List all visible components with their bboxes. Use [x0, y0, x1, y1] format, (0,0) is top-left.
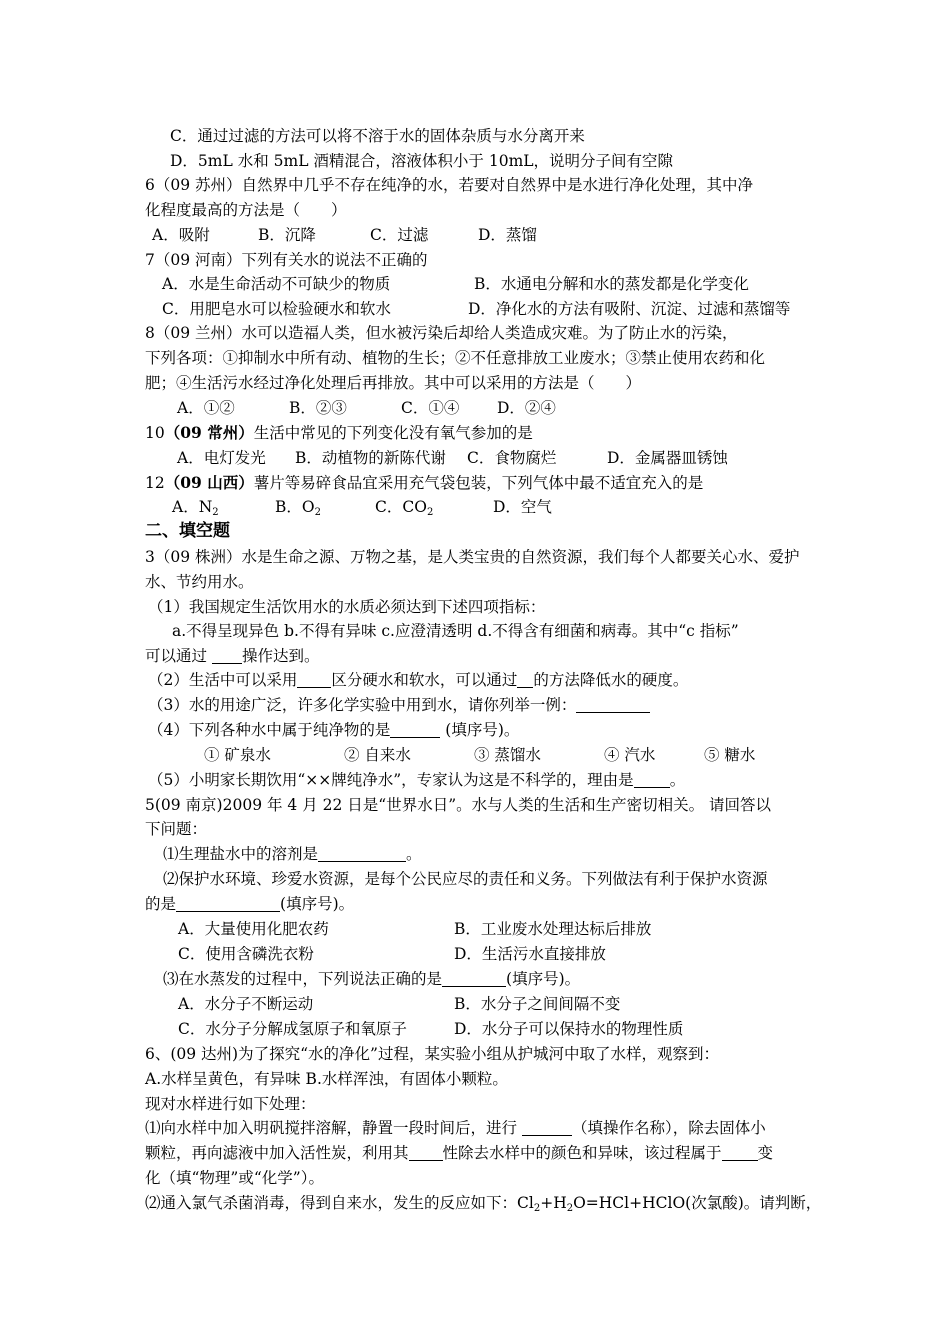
q12-number: 12: [145, 474, 165, 492]
answer-blank[interactable]: [176, 896, 280, 912]
answer-blank[interactable]: [517, 672, 533, 688]
fq5-p3-option-d: D．水分子可以保持水的物理性质: [454, 1020, 684, 1038]
q6-option-d: D．蒸馏: [478, 226, 537, 244]
q8-stem-cont2: 肥；④生活污水经过净化处理后再排放。其中可以采用的方法是（ ）: [145, 374, 642, 392]
q12-text: 薯片等易碎食品宜采用充气袋包装，下列气体中最不适宜充入的是: [253, 474, 704, 492]
q10-option-b: B．动植物的新陈代谢: [295, 449, 446, 467]
fq6-stem: 6、(09 达州)为了探究“水的净化”过程，某实验小组从护城河中取了水样，观察到：: [145, 1045, 719, 1063]
fq5-part2-options-row2: [178, 943, 606, 965]
q10-source: （09 常州）: [164, 423, 254, 442]
fq5-part3-options-row1: [178, 993, 620, 1015]
fq3-part3: （3）水的用途广泛，许多化学实验中用到水，请你列举一例：: [148, 694, 650, 716]
answer-blank[interactable]: [318, 846, 406, 862]
fq6-process-intro: 现对水样进行如下处理：: [145, 1095, 316, 1113]
q7-option-b: B．水通电分解和水的蒸发都是化学变化: [474, 275, 749, 293]
q8-stem: 8（09 兰州）水可以造福人类，但水被污染后却给人类造成灾难。为了防止水的污染，: [145, 324, 738, 342]
fq5-stem: 5(09 南京)2009 年 4 月 22 日是“世界水日”。水与人类的生活和生产密切相关。 请回答以: [145, 796, 772, 814]
fq3-stem-cont: 水、节约用水。: [145, 573, 254, 591]
fq5-option-d: D．生活污水直接排放: [454, 945, 606, 963]
fq6-part1-cont: 颗粒，再向滤液中加入活性炭，利用其 性除去水样中的颜色和异味，该过程属于 变: [145, 1144, 774, 1162]
choice-1: ① 矿泉水: [204, 746, 271, 764]
section-heading-fill-in: 二、填空题: [145, 521, 230, 541]
q8-option-b: B．②③: [289, 399, 347, 417]
q10-option-c: C．食物腐烂: [467, 449, 557, 467]
q12-source: （09 山西）: [164, 473, 254, 492]
fq3-part2: （2）生活中可以采用 区分硬水和软水，可以通过 的方法降低水的硬度。: [148, 671, 689, 689]
fq3-part4: （4）下列各种水中属于纯净物的是 (填序号)。: [148, 721, 520, 739]
answer-blank[interactable]: [634, 772, 670, 788]
q12-option-b: B．$O_2$: [275, 498, 321, 518]
fq5-p3-option-c: C．水分子分解成氢原子和氧原子: [178, 1020, 407, 1038]
fq6-observations: A.水样呈黄色，有异味 B.水样浑浊，有固体小颗粒。: [145, 1070, 508, 1088]
choice-2: ② 自来水: [344, 746, 411, 764]
q7-option-d: D．净化水的方法有吸附、沉淀、过滤和蒸馏等: [468, 300, 791, 318]
q8-option-d: D．②④: [497, 399, 556, 417]
q8-option-a: A．①②: [177, 399, 235, 417]
fq3-part4-choices: [204, 744, 755, 766]
fq5-option-c: C．使用含磷洗衣粉: [178, 945, 314, 963]
q10-text: 生活中常见的下列变化没有氧气参加的是: [253, 424, 533, 442]
fq5-part2-options-row1: [178, 918, 651, 940]
q7-option-a: A．水是生命活动不可缺少的物质: [162, 275, 391, 293]
q12-option-a: A．$N_2$: [172, 498, 219, 518]
fq3-part5: （5）小明家长期饮用“××牌纯净水”，专家认为这是不科学的，理由是 。: [148, 771, 686, 789]
fq6-part1-cont2: 化（填“物理”或“化学”）。: [145, 1169, 324, 1187]
q8-option-c: C．①④: [401, 399, 460, 417]
q5-option-c: C．通过过滤的方法可以将不溶于水的固体杂质与水分离开来: [170, 127, 585, 145]
answer-blank[interactable]: [390, 722, 440, 738]
fq5-option-b: B．工业废水处理达标后排放: [454, 920, 652, 938]
q6-stem-cont: 化程度最高的方法是（ ）: [145, 201, 347, 219]
q10-option-d: D．金属器皿锈蚀: [607, 449, 728, 467]
q10-option-a: A．电灯发光: [177, 449, 266, 467]
q10-number: 10: [145, 424, 165, 442]
fq5-option-a: A．大量使用化肥农药: [178, 920, 329, 938]
fq5-part2: ⑵保护水环境、珍爱水资源，是每个公民应尽的责任和义务。下列做法有利于保护水资源: [163, 870, 768, 888]
choice-4: ④ 汽水: [604, 746, 656, 764]
q8-stem-cont1: 下列各项：①抑制水中所有动、植物的生长；②不任意排放工业废水；③禁止使用农药和化: [145, 349, 766, 367]
fq3-stem: 3（09 株洲）水是生命之源、万物之基，是人类宝贵的自然资源，我们每个人都要关心水、爱护: [145, 548, 800, 566]
q6-stem: 6（09 苏州）自然界中几乎不存在纯净的水，若要对自然界中是水进行净化处理，其中净: [145, 176, 754, 194]
q7-options-row2: [162, 298, 790, 320]
q12-stem: [145, 472, 703, 494]
answer-blank[interactable]: [522, 1120, 572, 1136]
answer-blank[interactable]: [722, 1145, 758, 1161]
fq5-part2-cont: 的是 (填序号)。: [145, 895, 355, 913]
answer-blank[interactable]: [576, 697, 650, 713]
choice-3: ③ 蒸馏水: [474, 746, 541, 764]
fq3-part1-answer: 可以通过 操作达到。: [145, 647, 320, 665]
q6-option-a: A．吸附: [152, 226, 210, 244]
fq5-part1: ⑴生理盐水中的溶剂是 。: [163, 845, 422, 863]
fq5-p3-option-a: A．水分子不断运动: [178, 995, 314, 1013]
q7-stem: 7（09 河南）下列有关水的说法不正确的: [145, 251, 428, 269]
fq5-p3-option-b: B．水分子之间间隔不变: [454, 995, 621, 1013]
fq5-stem-cont: 下问题：: [145, 820, 208, 838]
q10-options: [177, 447, 728, 469]
fq3-part1-indicators: a.不得呈现异色 b.不得有异味 c.应澄清透明 d.不得含有细菌和病毒。其中“c 指标”: [172, 622, 739, 640]
q5-option-d: D．5mL 水和 5mL 酒精混合，溶液体积小于 10mL，说明分子间有空隙: [170, 152, 674, 170]
fq6-part1: ⑴向水样中加入明矾搅拌溶解，静置一段时间后，进行 （填操作名称），除去固体小: [145, 1119, 766, 1137]
answer-blank[interactable]: [442, 971, 506, 987]
choice-5: ⑤ 糖水: [704, 746, 756, 764]
answer-blank[interactable]: [212, 648, 242, 664]
q12-option-c: C．$CO_2$: [375, 498, 434, 518]
q6-option-b: B．沉降: [258, 226, 316, 244]
fq6-part2: ⑵通入氯气杀菌消毒，得到自来水，发生的反应如下：$Cl_2+H_2O=HCl+HClO$(次氯酸)。请判断，: [145, 1194, 822, 1214]
answer-blank[interactable]: [297, 672, 331, 688]
q6-options: [152, 224, 537, 246]
q10-stem: [145, 422, 533, 444]
q12-option-d: D．空气: [493, 498, 552, 516]
fq5-part3-options-row2: [178, 1018, 683, 1040]
q6-option-c: C．过滤: [370, 226, 429, 244]
q8-options: [177, 397, 556, 419]
answer-blank[interactable]: [409, 1145, 443, 1161]
q7-option-c: C．用肥皂水可以检验硬水和软水: [162, 300, 391, 318]
q7-options-row1: [162, 273, 749, 295]
fq5-part3: ⑶在水蒸发的过程中，下列说法正确的是 (填序号)。: [163, 970, 581, 988]
fq3-part1: （1）我国规定生活饮用水的水质必须达到下述四项指标：: [148, 598, 546, 616]
